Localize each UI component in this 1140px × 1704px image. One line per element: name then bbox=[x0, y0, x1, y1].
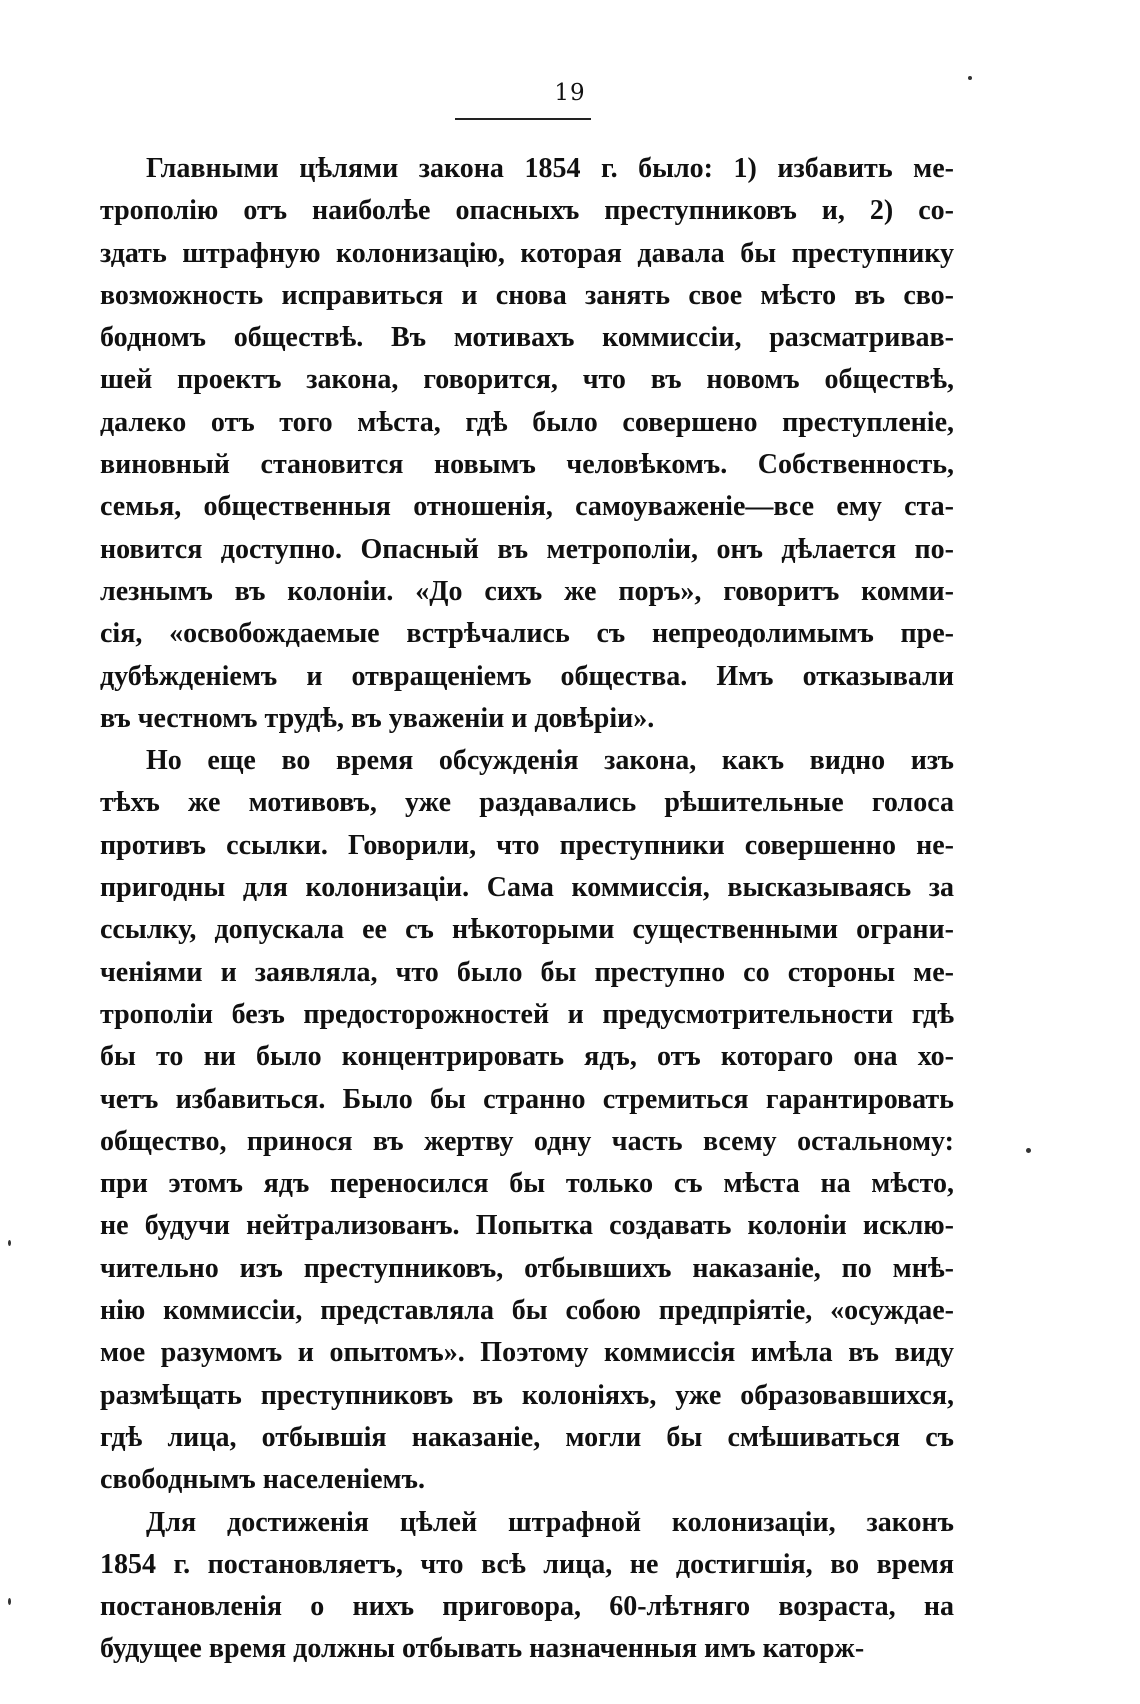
scan-speck bbox=[8, 1598, 11, 1605]
text-line: будущее время должны отбывать назначенныя имъ каторж- bbox=[100, 1633, 865, 1665]
text-line: лезнымъ въ колоніи. «До сихъ же поръ», говоритъ комми- bbox=[100, 575, 954, 607]
text-line: размѣщать преступниковъ въ колоніяхъ, уже образовавшихся, bbox=[100, 1379, 954, 1411]
text-line: трополіи безъ предосторожностей и предусмотрительности гдѣ bbox=[100, 998, 954, 1030]
text-line: пригодны для колонизаціи. Сама коммиссія, высказываясь за bbox=[100, 872, 954, 904]
text-line: Но еще во время обсужденія закона, какъ видно изъ bbox=[146, 745, 954, 777]
text-line: 1854 г. постановляетъ, что всѣ лица, не достигшія, во время bbox=[100, 1548, 954, 1580]
text-line: шей проектъ закона, говорится, что въ новомъ обществѣ, bbox=[100, 364, 954, 396]
paragraph bbox=[100, 148, 954, 740]
text-line: Для достиженія цѣлей штрафной колонизаціи, законъ bbox=[146, 1506, 954, 1538]
text-line: гдѣ лица, отбывшія наказаніе, могли бы смѣшиваться съ bbox=[100, 1421, 954, 1453]
text-line: возможность исправиться и снова занять свое мѣсто въ сво- bbox=[100, 279, 954, 311]
text-line: бодномъ обществѣ. Въ мотивахъ коммиссіи, разсматривав- bbox=[100, 322, 954, 354]
text-line: въ честномъ трудѣ, въ уваженіи и довѣріи». bbox=[100, 702, 655, 734]
text-line: противъ ссылки. Говорили, что преступники совершенно не- bbox=[100, 829, 954, 861]
text-line: виновный становится новымъ человѣкомъ. Собственность, bbox=[100, 449, 954, 481]
text-line: дубѣжденіемъ и отвращеніемъ общества. Имъ отказывали bbox=[100, 660, 954, 692]
scan-speck bbox=[968, 76, 972, 80]
text-line: трополію отъ наиболѣе опасныхъ преступниковъ и, 2) со- bbox=[100, 195, 954, 227]
header-rule bbox=[455, 118, 591, 120]
text-line: четъ избавиться. Было бы странно стремиться гарантировать bbox=[100, 1083, 954, 1115]
text-line: при этомъ ядъ переносился бы только съ мѣста на мѣсто, bbox=[100, 1168, 954, 1200]
text-line: тѣхъ же мотивовъ, уже раздавались рѣшительные голоса bbox=[100, 787, 954, 819]
text-line: ссылку, допускала ее съ нѣкоторыми существенными ограни- bbox=[100, 914, 954, 946]
text-line: чительно изъ преступниковъ, отбывшихъ наказаніе, по мнѣ- bbox=[100, 1252, 954, 1284]
text-line: не будучи нейтрализованъ. Попытка создавать колоніи исклю- bbox=[100, 1210, 954, 1242]
page-number: 19 bbox=[554, 80, 586, 106]
paragraph bbox=[100, 740, 954, 1501]
text-line: семья, общественныя отношенія, самоуваженіе—все ему ста- bbox=[100, 491, 954, 523]
text-line: свободнымъ населеніемъ. bbox=[100, 1464, 425, 1496]
text-line: сія, «освобождаемые встрѣчались съ непреодолимымъ пре- bbox=[100, 618, 954, 650]
text-line: Главными цѣлями закона 1854 г. было: 1) избавить ме- bbox=[146, 153, 954, 184]
text-line: общество, принося въ жертву одну часть всему остальному: bbox=[100, 1125, 954, 1157]
text-line: новится доступно. Опасный въ метрополіи, онъ дѣлается по- bbox=[100, 533, 954, 565]
text-line: здать штрафную колонизацію, которая давала бы преступнику bbox=[100, 237, 954, 269]
text-line: бы то ни было концентрировать ядъ, отъ котораго она хо- bbox=[100, 1041, 954, 1073]
text-line: нію коммиссіи, представляла бы собою предпріятіе, «осуждае- bbox=[100, 1295, 954, 1327]
text-line: постановленія о нихъ приговора, 60-лѣтняго возраста, на bbox=[100, 1591, 954, 1623]
body-text bbox=[100, 148, 954, 1671]
scan-speck bbox=[8, 1240, 11, 1246]
text-line: далеко отъ того мѣста, гдѣ было совершено преступленіе, bbox=[100, 406, 954, 438]
scan-speck bbox=[1026, 1148, 1031, 1153]
text-line: ченіями и заявляла, что было бы преступно со стороны ме- bbox=[100, 956, 954, 988]
paragraph bbox=[100, 1502, 954, 1671]
text-line: мое разумомъ и опытомъ». Поэтому коммиссія имѣла въ виду bbox=[100, 1337, 954, 1369]
